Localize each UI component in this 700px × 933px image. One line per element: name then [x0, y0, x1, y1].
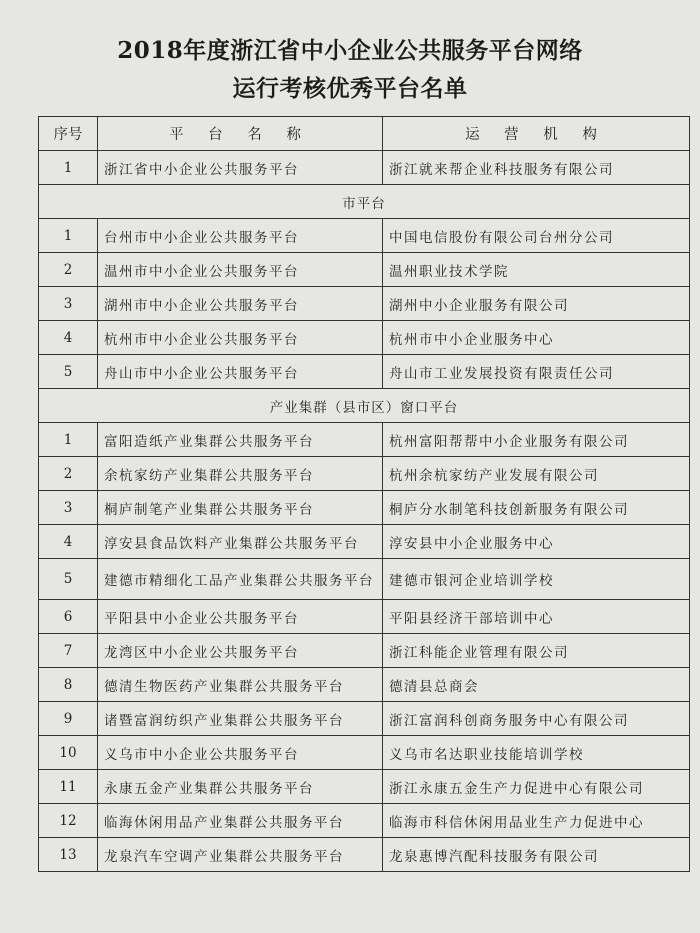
operator-cell: 浙江富润科创商务服务中心有限公司 — [383, 702, 690, 736]
operator-cell: 义乌市名达职业技能培训学校 — [383, 736, 690, 770]
operator-cell: 桐庐分水制笔科技创新服务有限公司 — [383, 491, 690, 525]
operator-cell: 建德市银河企业培训学校 — [383, 559, 690, 600]
header-operator: 运 营 机 构 — [383, 117, 690, 151]
platform-name-cell: 德清生物医药产业集群公共服务平台 — [98, 668, 383, 702]
platform-name-cell: 建德市精细化工品产业集群公共服务平台 — [98, 559, 383, 600]
seq-cell: 1 — [39, 151, 98, 185]
platform-name-cell: 淳安县食品饮料产业集群公共服务平台 — [98, 525, 383, 559]
platform-name-cell: 温州市中小企业公共服务平台 — [98, 253, 383, 287]
table-row — [39, 457, 690, 491]
table-row — [39, 219, 690, 253]
section-cluster-platforms: 产业集群（县市区）窗口平台 — [39, 389, 690, 423]
operator-cell: 淳安县中小企业服务中心 — [383, 525, 690, 559]
seq-cell: 4 — [39, 525, 98, 559]
seq-cell: 8 — [39, 668, 98, 702]
seq-cell: 12 — [39, 804, 98, 838]
seq-cell: 3 — [39, 491, 98, 525]
section-city-platforms: 市平台 — [39, 185, 690, 219]
platform-name-cell: 龙泉汽车空调产业集群公共服务平台 — [98, 838, 383, 872]
seq-cell: 5 — [39, 355, 98, 389]
seq-cell: 11 — [39, 770, 98, 804]
operator-cell: 杭州富阳帮帮中小企业服务有限公司 — [383, 423, 690, 457]
section-row — [39, 389, 690, 423]
table-row — [39, 423, 690, 457]
platform-name-cell: 义乌市中小企业公共服务平台 — [98, 736, 383, 770]
seq-cell: 2 — [39, 253, 98, 287]
section-row — [39, 185, 690, 219]
platform-name-cell: 台州市中小企业公共服务平台 — [98, 219, 383, 253]
platform-name-cell: 龙湾区中小企业公共服务平台 — [98, 634, 383, 668]
operator-cell: 湖州中小企业服务有限公司 — [383, 287, 690, 321]
platform-table — [38, 116, 690, 872]
table-row — [39, 668, 690, 702]
table-row — [39, 151, 690, 185]
seq-cell: 3 — [39, 287, 98, 321]
table-row — [39, 634, 690, 668]
header-seq: 序号 — [39, 117, 98, 151]
platform-name-cell: 舟山市中小企业公共服务平台 — [98, 355, 383, 389]
platform-name-cell: 平阳县中小企业公共服务平台 — [98, 600, 383, 634]
seq-cell: 7 — [39, 634, 98, 668]
table-row — [39, 253, 690, 287]
table-row — [39, 491, 690, 525]
table-row — [39, 559, 690, 600]
seq-cell: 5 — [39, 559, 98, 600]
platform-name-cell: 杭州市中小企业公共服务平台 — [98, 321, 383, 355]
operator-cell: 杭州市中小企业服务中心 — [383, 321, 690, 355]
seq-cell: 6 — [39, 600, 98, 634]
operator-cell: 临海市科信休闲用品业生产力促进中心 — [383, 804, 690, 838]
table-row — [39, 355, 690, 389]
platform-name-cell: 永康五金产业集群公共服务平台 — [98, 770, 383, 804]
platform-name-cell: 浙江省中小企业公共服务平台 — [98, 151, 383, 185]
platform-name-cell: 湖州市中小企业公共服务平台 — [98, 287, 383, 321]
table-row — [39, 770, 690, 804]
table-row — [39, 736, 690, 770]
operator-cell: 中国电信股份有限公司台州分公司 — [383, 219, 690, 253]
platform-name-cell: 桐庐制笔产业集群公共服务平台 — [98, 491, 383, 525]
seq-cell: 10 — [39, 736, 98, 770]
seq-cell: 1 — [39, 219, 98, 253]
operator-cell: 平阳县经济干部培训中心 — [383, 600, 690, 634]
table-row — [39, 804, 690, 838]
platform-name-cell: 临海休闲用品产业集群公共服务平台 — [98, 804, 383, 838]
seq-cell: 13 — [39, 838, 98, 872]
document-title-line2: 运行考核优秀平台名单 — [232, 75, 468, 102]
operator-cell: 舟山市工业发展投资有限责任公司 — [383, 355, 690, 389]
table-row — [39, 287, 690, 321]
operator-cell: 杭州余杭家纺产业发展有限公司 — [383, 457, 690, 491]
operator-cell: 龙泉惠博汽配科技服务有限公司 — [383, 838, 690, 872]
platform-name-cell: 余杭家纺产业集群公共服务平台 — [98, 457, 383, 491]
operator-cell: 浙江就来帮企业科技服务有限公司 — [383, 151, 690, 185]
table-row — [39, 838, 690, 872]
platform-name-cell: 富阳造纸产业集群公共服务平台 — [98, 423, 383, 457]
document-title-line1: 2018年度浙江省中小企业公共服务平台网络 — [117, 37, 583, 64]
seq-cell: 1 — [39, 423, 98, 457]
table-row — [39, 702, 690, 736]
seq-cell: 4 — [39, 321, 98, 355]
operator-cell: 浙江永康五金生产力促进中心有限公司 — [383, 770, 690, 804]
operator-cell: 浙江科能企业管理有限公司 — [383, 634, 690, 668]
table-header-row — [39, 117, 690, 151]
seq-cell: 2 — [39, 457, 98, 491]
table-body — [39, 151, 690, 872]
seq-cell: 9 — [39, 702, 98, 736]
table-row — [39, 525, 690, 559]
table-row — [39, 321, 690, 355]
platform-name-cell: 诸暨富润纺织产业集群公共服务平台 — [98, 702, 383, 736]
header-platform-name: 平 台 名 称 — [98, 117, 383, 151]
operator-cell: 温州职业技术学院 — [383, 253, 690, 287]
operator-cell: 德清县总商会 — [383, 668, 690, 702]
table-row — [39, 600, 690, 634]
